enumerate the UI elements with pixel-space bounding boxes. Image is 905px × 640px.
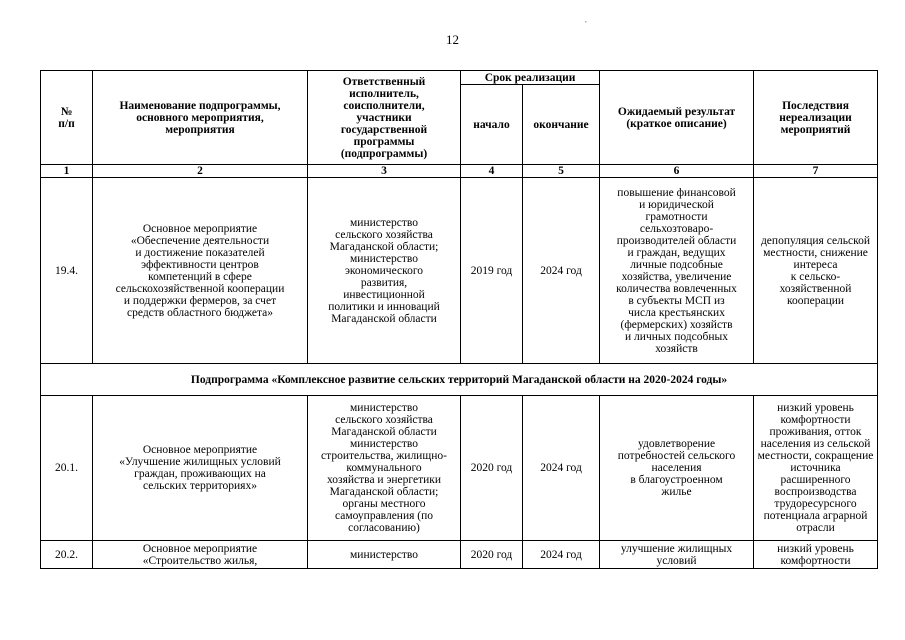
row-result: удовлетворение потребностей сельского населения в благоустроенном жилье — [600, 396, 754, 541]
row-number: 20.1. — [41, 396, 93, 541]
row-end: 2024 год — [523, 396, 600, 541]
header-start: начало — [461, 85, 523, 165]
header-term-group: Срок реализации — [461, 71, 600, 85]
column-number: 4 — [461, 165, 523, 178]
row-end: 2024 год — [523, 178, 600, 364]
row-name: Основное мероприятие «Улучшение жилищных условий граждан, проживающих на сельских территориях» — [93, 396, 308, 541]
row-end: 2024 год — [523, 541, 600, 569]
row-start: 2020 год — [461, 541, 523, 569]
row-consequences: депопуляция сельской местности, снижение интереса к сельско- хозяйственной кооперации — [754, 178, 878, 364]
row-result: повышение финансовой и юридической грамотности сельхозтоваро- производителей области и граждан, ведущих личные подсобные хозяйства, увеличение количества вовлеченных в субъекты МСП из числа крестьянских (фермерских) хозяйств и личных подсобных хозяйств — [600, 178, 754, 364]
column-number: 6 — [600, 165, 754, 178]
table-row — [41, 178, 878, 364]
row-responsible: министерство сельского хозяйства Магаданской области; министерство экономического развития, инвестиционной политики и инноваций Магаданской области — [308, 178, 461, 364]
column-number: 7 — [754, 165, 878, 178]
row-name: Основное мероприятие «Строительство жилья, — [93, 541, 308, 569]
table-row — [41, 541, 878, 569]
scan-speck: , — [585, 16, 587, 24]
header-result: Ожидаемый результат (краткое описание) — [600, 71, 754, 165]
header-end: окончание — [523, 85, 600, 165]
section-row — [41, 364, 878, 396]
column-number: 3 — [308, 165, 461, 178]
column-number-row — [41, 165, 878, 178]
column-number: 2 — [93, 165, 308, 178]
header-num: № п/п — [41, 71, 93, 165]
program-table — [40, 70, 878, 569]
header-row-top — [41, 71, 878, 85]
row-responsible: министерство сельского хозяйства Магаданской области министерство строительства, жилищно- коммунального хозяйства и энергетики Магаданской области; органы местного самоуправления (по согласованию) — [308, 396, 461, 541]
table-row — [41, 396, 878, 541]
section-title: Подпрограмма «Комплексное развитие сельских территорий Магаданской области на 2020-2024 годы» — [41, 364, 878, 396]
row-name: Основное мероприятие «Обеспечение деятельности и достижение показателей эффективности центров компетенций в сфере сельскохозяйственной кооперации и поддержки фермеров, за счет средств областного бюджета» — [93, 178, 308, 364]
page-number: 12 — [446, 32, 459, 47]
row-start: 2019 год — [461, 178, 523, 364]
row-number: 20.2. — [41, 541, 93, 569]
row-result: улучшение жилищных условий — [600, 541, 754, 569]
row-number: 19.4. — [41, 178, 93, 364]
row-start: 2020 год — [461, 396, 523, 541]
column-number: 1 — [41, 165, 93, 178]
row-responsible: министерство — [308, 541, 461, 569]
header-responsible: Ответственный исполнитель, соисполнители, участники государственной программы (подпрограммы) — [308, 71, 461, 165]
row-consequences: низкий уровень комфортности проживания, отток населения из сельской местности, сокращение источника расширенного воспроизводства трудоресурсного потенциала аграрной отрасли — [754, 396, 878, 541]
header-consequences: Последствия нереализации мероприятий — [754, 71, 878, 165]
column-number: 5 — [523, 165, 600, 178]
header-name: Наименование подпрограммы, основного мероприятия, мероприятия — [93, 71, 308, 165]
row-consequences: низкий уровень комфортности — [754, 541, 878, 569]
